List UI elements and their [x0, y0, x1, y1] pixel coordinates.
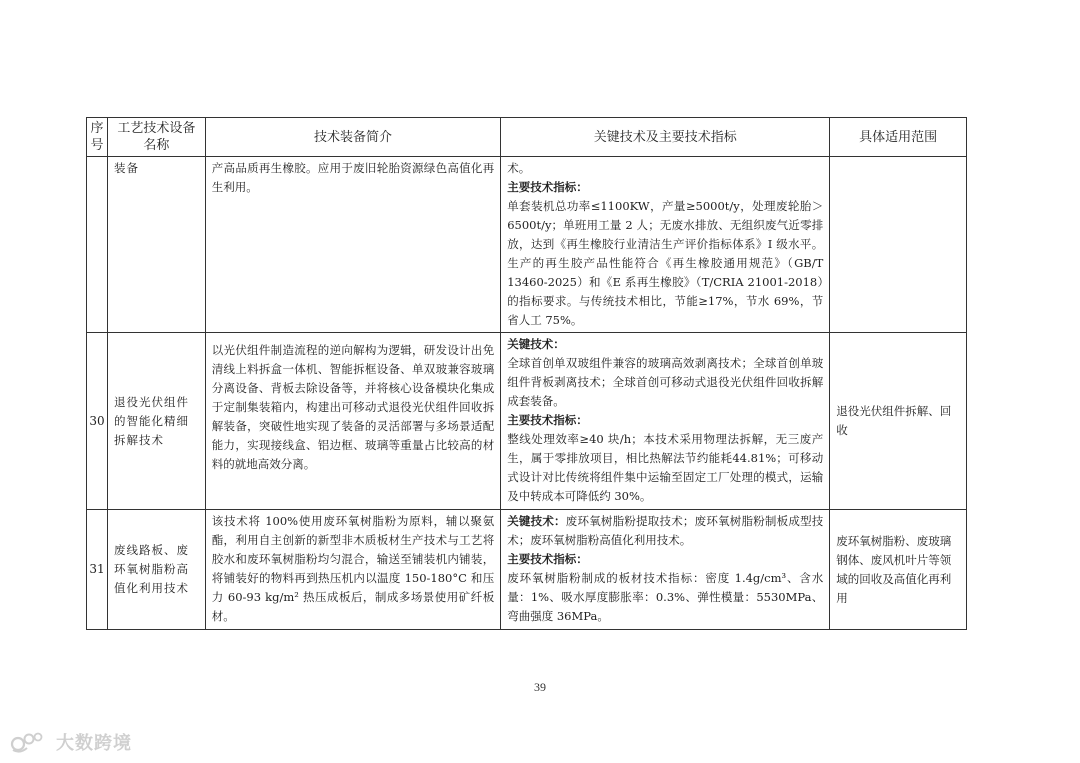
- watermark-text: 大数跨境: [56, 733, 132, 754]
- row-scope: 废环氧树脂粉、废玻璃钢体、废风机叶片等领域的回收及高值化再利用: [830, 510, 967, 630]
- row-intro: 以光伏组件制造流程的逆向解构为逻辑，研发设计出免清线上料拆盒一体机、智能拆框设备、单双玻兼容玻璃分离设备、背板去除设备等，并将核心设备模块化集成于定制集装箱内，构建出可移动式退役光伏组件回收拆解装备，突破性地实现了装备的灵活部署与多场景适配能力，实现接线盒、铝边框、玻璃等重量占比较高的材料的就地高效分离。: [205, 333, 500, 510]
- row-intro: 产高品质再生橡胶。应用于废旧轮胎资源绿色高值化再生利用。: [205, 157, 500, 333]
- row-key-tech: [501, 157, 830, 333]
- key-label: 关键技术：: [507, 514, 566, 528]
- key-line: [507, 512, 823, 550]
- key-heading: 主要技术指标：: [507, 552, 588, 566]
- row-scope: 退役光伏组件拆解、回收: [830, 333, 967, 510]
- watermark: [10, 729, 132, 755]
- row-name: 装备: [108, 157, 206, 333]
- equipment-table: [86, 117, 967, 630]
- key-line: 废环氧树脂粉制成的板材技术指标：密度 1.4g/cm³、含水量：1%、吸水厚度膨胀率：0.3%、弹性模量：5530MPa、弯曲强度 36MPa。: [507, 571, 824, 623]
- header-intro: 技术装备简介: [205, 118, 500, 157]
- key-line: 全球首创单双玻组件兼容的玻璃高效剥离技术；全球首创单玻组件背板剥离技术；全球首创可移动式退役光伏组件回收拆解成套装备。: [507, 356, 824, 408]
- row-number: [87, 157, 108, 333]
- key-line: 整线处理效率≥40 块/h；本技术采用物理法拆解，无三废产生，属于零排放项目，相比热解法节约能耗44.81%；可移动式设计对比传统将组件集中运输至固定工厂处理的模式，运输及中转成本可降低约 30%。: [507, 432, 824, 503]
- brand-logo-icon: [10, 730, 50, 754]
- key-heading: 主要技术指标：: [507, 413, 588, 427]
- row-number: 30: [87, 333, 108, 510]
- header-scope: 具体适用范围: [830, 118, 967, 157]
- row-key-tech: [501, 510, 830, 630]
- table-header-row: [87, 118, 967, 157]
- table-row: [87, 333, 967, 510]
- key-text: 废环氧树脂粉提取技术；废环氧树脂粉制板成型技术；废环氧树脂粉高值化利用技术。: [507, 514, 824, 547]
- key-heading: 关键技术：: [507, 337, 565, 351]
- key-line: 单套装机总功率≤1100KW，产量≥5000t/y，处理废轮胎＞6500t/y；单班用工量 2 人；无废水排放、无组织废气近零排放，达到《再生橡胶行业清洁生产评价指标体系》I 级水平。生产的再生胶产品性能符合《再生橡胶通用规范》（GB/T 13460-2025）和《E 系再生橡胶》（T/CRIA 21001-2018）的指标要求。与传统技术相比，节能≥17%，节水 69%，节省人工 75%。: [507, 199, 824, 327]
- table-row: [87, 510, 967, 630]
- row-intro: 该技术将 100%使用废环氧树脂粉为原料，辅以聚氨酯，利用自主创新的新型非木质板材生产技术与工艺将胶水和废环氧树脂粉均匀混合，输送至铺装机内铺装，将铺装好的物料再到热压机内以温度 150-180°C 和压力 60-93 kg/m² 热压成板后，制成多场景使用矿纤板材。: [205, 510, 500, 630]
- row-scope: [830, 157, 967, 333]
- row-key-tech: [501, 333, 830, 510]
- row-number: 31: [87, 510, 108, 630]
- header-key-tech: 关键技术及主要技术指标: [501, 118, 830, 157]
- row-name: 退役光伏组件的智能化精细拆解技术: [108, 333, 206, 510]
- header-name: 工艺技术设备名称: [108, 118, 206, 157]
- row-name: 废线路板、废环氧树脂粉高值化利用技术: [108, 510, 206, 630]
- page-number: 39: [534, 680, 546, 694]
- key-heading: 主要技术指标：: [507, 180, 588, 194]
- header-no: 序号: [87, 118, 108, 157]
- key-line: 术。: [507, 161, 531, 175]
- table-row: [87, 157, 967, 333]
